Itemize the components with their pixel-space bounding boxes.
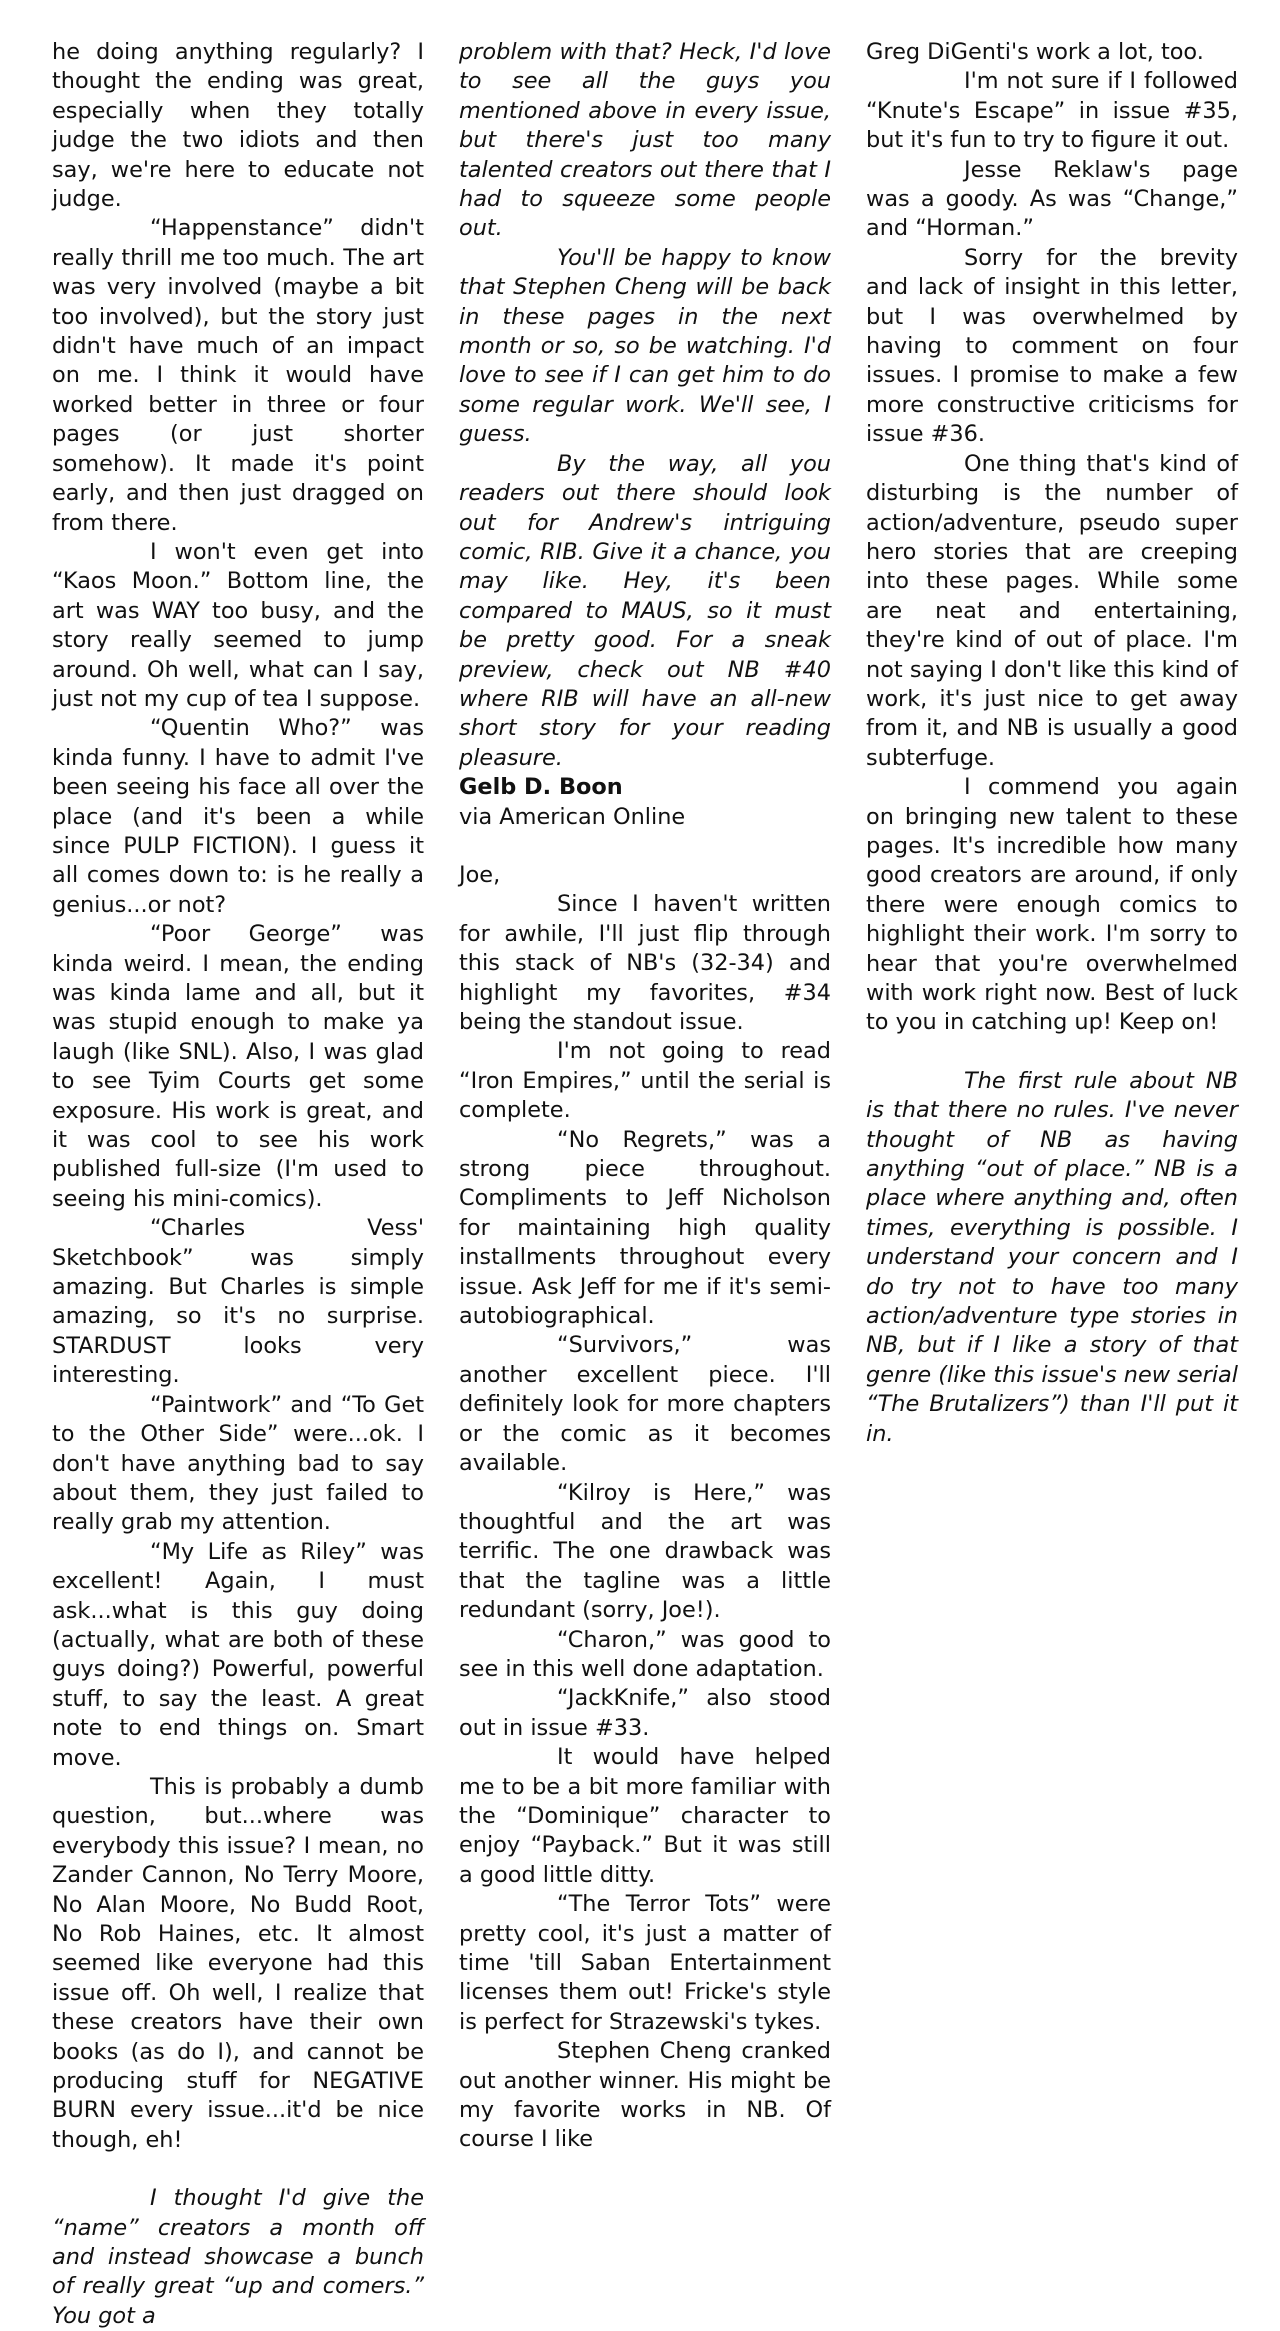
column-2 (459, 38, 831, 2155)
letter-paragraph: “Paintwork” and “To Get to the Other Side” were...ok. I don't have anything bad to say about them, they just failed to really grab my attention. (52, 1391, 424, 1536)
letter-paragraph: Sorry for the brevity and lack of insight in this letter, but I was overwhelmed by having to comment on four issues. I promise to make a few more constructive criticisms for issue #36. (866, 244, 1238, 448)
letter-paragraph: “My Life as Riley” was excellent! Again, I must ask...what is this guy doing (actually, what are both of these guys doing?) Powerful, powerful stuff, to say the least. A great note to end things on. Smart move. (52, 1538, 424, 1771)
letter-paragraph: One thing that's kind of disturbing is the number of action/adventure, pseudo super hero stories that are creeping into these pages. While some are neat and entertaining, they're kind of out of place. I'm not saying I don't like this kind of work, it's just nice to get away from it, and NB is usually a good subterfuge. (866, 450, 1238, 771)
editor-reply: problem with that? Heck, I'd love to see all the guys you mentioned above in every issue, but there's just too many talented creators out there that I had to squeeze some people out. (459, 39, 831, 242)
letter-paragraph: he doing anything regularly? I thought the ending was great, especially when they totally judge the two idiots and then say, we're here to educate not judge. (52, 39, 424, 213)
letter-paragraph: “Survivors,” was another excellent piece. I'll definitely look for more chapters or the comic as it becomes available. (459, 1332, 831, 1477)
letter-paragraph: Greg DiGenti's work a lot, too. (866, 39, 1204, 65)
letter-paragraph: “Quentin Who?” was kinda funny. I have to admit I've been seeing his face all over the place (and it's been a while since PULP FICTION). I guess it all comes down to: is he really a genius...or not? (52, 715, 424, 918)
column-1 (52, 38, 424, 2331)
editor-reply: I thought I'd give the “name” creators a month off and instead showcase a bunch of really great “up and comers.” You got a (52, 2185, 424, 2329)
letter-paragraph: “Happenstance” didn't really thrill me too much. The art was very involved (maybe a bit too involved), but the story just didn't have much of an impact on me. I think it would have worked better in three or four pages (or just shorter somehow). It made it's point early, and then just dragged on from there. (52, 215, 424, 536)
letter-author-via: via American Online (459, 803, 686, 830)
letter-paragraph: I'm not sure if I followed “Knute's Escape” in issue #35, but it's fun to try to figure it out. (866, 68, 1238, 154)
column-3 (866, 38, 1238, 1449)
letter-paragraph: I'm not going to read “Iron Empires,” until the serial is complete. (459, 1038, 831, 1124)
letter-paragraph: This is probably a dumb question, but...where was everybody this issue? I mean, no Zander Cannon, No Terry Moore, No Alan Moore, No Budd Root, No Rob Haines, etc. It almost seemed like everyone had this issue off. Oh well, I realize that these creators have their own books (as do I), and cannot be producing stuff for NEGATIVE BURN every issue...it'd be nice though, eh! (52, 1773, 424, 2153)
editor-reply: By the way, all you readers out there should look out for Andrew's intriguing comic, RIB. Give it a chance, you may like. Hey, it's been compared to MAUS, so it must be pretty good. For a sneak preview, check out NB #40 where RIB will have an all-new short story for your reading pleasure. (459, 450, 831, 771)
letter-paragraph: I won't even get into “Kaos Moon.” Bottom line, the art was WAY too busy, and the story really seemed to jump around. Oh well, what can I say, just not my cup of tea I suppose. (52, 538, 424, 712)
letter-paragraph: “Charon,” was good to see in this well done adaptation. (459, 1626, 831, 1682)
letter-paragraph: “Poor George” was kinda weird. I mean, the ending was kinda lame and all, but it was stupid enough to make ya laugh (like SNL). Also, I was glad to see Tyim Courts get some exposure. His work is great, and it was cool to see his work published full-size (I'm used to seeing his mini-comics). (52, 921, 424, 1212)
letter-author-name: Gelb D. Boon (459, 774, 623, 801)
editor-reply: You'll be happy to know that Stephen Cheng will be back in these pages in the next month or so, so be watching. I'd love to see if I can get him to do some regular work. We'll see, I guess. (459, 244, 831, 448)
letter-paragraph: “JackKnife,” also stood out in issue #33. (459, 1685, 831, 1741)
letter-paragraph: It would have helped me to be a bit more familiar with the “Dominique” character to enjoy “Payback.” But it was still a good little ditty. (459, 1744, 831, 1888)
letter-paragraph: I commend you again on bringing new talent to these pages. It's incredible how many good creators are around, if only there were enough comics to highlight their work. I'm sorry to hear that you're overwhelmed with work right now. Best of luck to you in catching up! Keep on! (866, 774, 1238, 1036)
letter-salutation: Joe, (459, 861, 501, 888)
letter-paragraph: “The Terror Tots” were pretty cool, it's just a matter of time 'till Saban Entertainment licenses them out! Fricke's style is perfect for Strazewski's tykes. (459, 1891, 831, 2035)
letter-paragraph: Since I haven't written for awhile, I'll just flip through this stack of NB's (32-34) and highlight my favorites, #34 being the standout issue. (459, 891, 831, 1035)
editor-reply: The first rule about NB is that there no rules. I've never thought of NB as having anything “out of place.” NB is a place where anything and, often times, everything is possible. I understand your concern and I do try not to have too many action/adventure type stories in NB, but if I like a story of that genre (like this issue's new serial “The Brutalizers”) than I'll put it in. (866, 1067, 1238, 1447)
letter-paragraph: “No Regrets,” was a strong piece throughout. Compliments to Jeff Nicholson for maintaining high quality installments throughout every issue. Ask Jeff for me if it's semi-autobiographical. (459, 1126, 831, 1330)
letter-paragraph: Stephen Cheng cranked out another winner. His might be my favorite works in NB. Of course I like (459, 2038, 831, 2153)
letter-paragraph: “Kilroy is Here,” was thoughtful and the art was terrific. The one drawback was that the tagline was a little redundant (sorry, Joe!). (459, 1479, 831, 1624)
letter-paragraph: “Charles Vess' Sketchbook” was simply amazing. But Charles is simple amazing, so it's no surprise. STARDUST looks very interesting. (52, 1215, 424, 1389)
letter-paragraph: Jesse Reklaw's page was a goody. As was “Change,” and “Horman.” (866, 156, 1238, 242)
